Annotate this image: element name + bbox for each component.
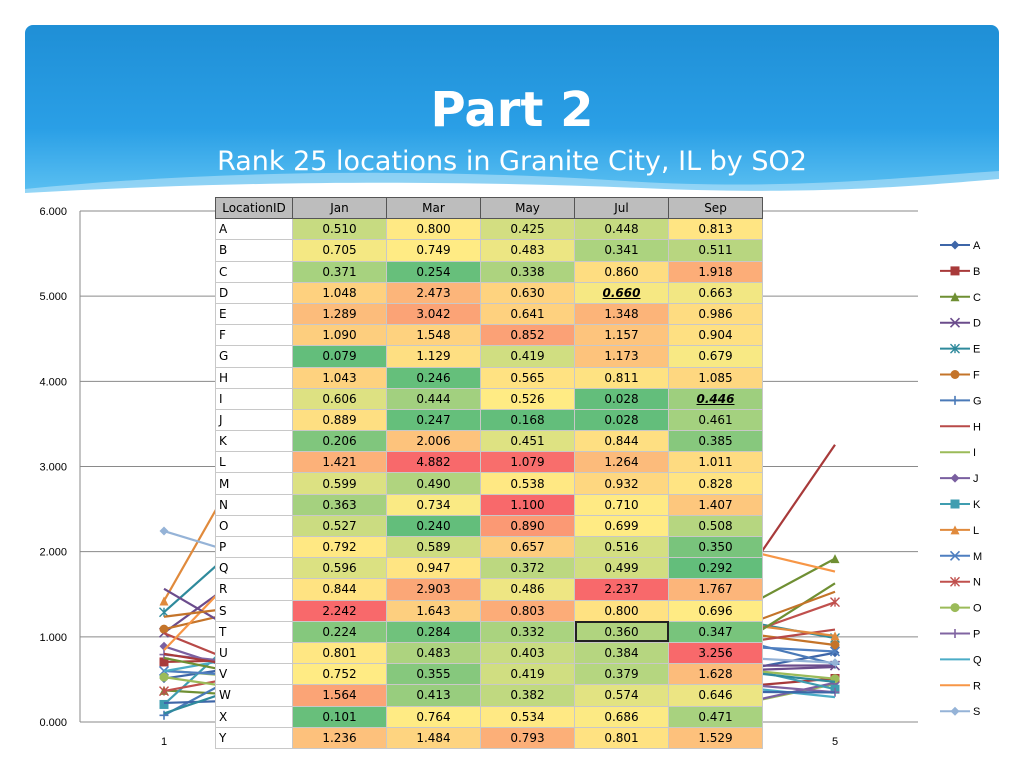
value-cell[interactable]: 0.384	[575, 642, 669, 663]
table-row	[216, 388, 763, 409]
table-row	[216, 642, 763, 663]
value-cell[interactable]: 0.350	[669, 537, 763, 558]
value-cell[interactable]: 0.596	[293, 558, 387, 579]
value-cell[interactable]: 1.173	[575, 346, 669, 367]
legend-entry-D	[940, 318, 981, 330]
table-row	[216, 473, 763, 494]
location-id-cell[interactable]: P	[216, 537, 293, 558]
location-id-cell[interactable]: S	[216, 600, 293, 621]
value-cell[interactable]: 0.932	[575, 473, 669, 494]
y-tick-label: 6.000	[39, 206, 67, 218]
legend-label: C	[973, 291, 981, 304]
value-cell[interactable]: 0.686	[575, 706, 669, 727]
legend-label: H	[973, 421, 981, 434]
value-cell[interactable]: 0.444	[387, 388, 481, 409]
slide-title: Part 2	[430, 82, 594, 138]
value-cell[interactable]: 0.801	[293, 642, 387, 663]
value-cell[interactable]: 3.042	[387, 303, 481, 324]
table-row	[216, 303, 763, 324]
value-cell[interactable]: 0.511	[669, 240, 763, 261]
data-point-O	[160, 673, 169, 682]
value-cell[interactable]: 0.471	[669, 706, 763, 727]
value-cell[interactable]: 0.705	[293, 240, 387, 261]
value-cell[interactable]: 0.538	[481, 473, 575, 494]
value-cell[interactable]: 0.499	[575, 558, 669, 579]
column-header: Mar	[387, 198, 481, 219]
value-cell[interactable]: 0.844	[293, 579, 387, 600]
legend-label: F	[973, 369, 980, 382]
value-cell[interactable]: 0.246	[387, 367, 481, 388]
value-cell[interactable]: 0.801	[575, 727, 669, 748]
value-cell[interactable]: 0.332	[481, 621, 575, 642]
legend-entry-H	[940, 421, 981, 433]
legend-marker	[951, 629, 960, 638]
value-cell[interactable]: 0.589	[387, 537, 481, 558]
value-cell[interactable]: 0.360	[575, 621, 669, 642]
data-point-S	[160, 527, 169, 536]
value-cell[interactable]: 0.382	[481, 685, 575, 706]
table-row	[216, 600, 763, 621]
table-header-row	[216, 198, 763, 219]
legend-entry-M	[940, 551, 982, 563]
table-row	[216, 494, 763, 515]
legend-marker	[951, 474, 960, 483]
value-cell[interactable]: 0.710	[575, 494, 669, 515]
value-cell[interactable]: 0.811	[575, 367, 669, 388]
location-id-cell[interactable]: H	[216, 367, 293, 388]
value-cell[interactable]: 1.421	[293, 452, 387, 473]
value-cell[interactable]: 0.947	[387, 558, 481, 579]
legend-label: M	[973, 550, 983, 563]
legend-label: I	[973, 447, 977, 460]
value-cell[interactable]: 4.882	[387, 452, 481, 473]
table-row	[216, 219, 763, 240]
legend-entry-R	[940, 680, 981, 692]
table-row	[216, 621, 763, 642]
legend-entry-P	[940, 629, 980, 641]
legend-label: P	[973, 628, 981, 641]
value-cell[interactable]: 0.451	[481, 431, 575, 452]
legend-entry-L	[940, 525, 979, 537]
value-cell[interactable]: 0.734	[387, 494, 481, 515]
legend-entry-O	[940, 603, 982, 615]
value-cell[interactable]: 0.448	[575, 219, 669, 240]
value-cell[interactable]: 2.903	[387, 579, 481, 600]
legend-entry-N	[940, 577, 981, 589]
value-cell[interactable]: 0.446	[669, 388, 763, 409]
value-cell[interactable]: 0.828	[669, 473, 763, 494]
legend-entry-A	[940, 240, 981, 252]
location-id-cell[interactable]: W	[216, 685, 293, 706]
legend-marker	[951, 500, 960, 509]
legend-label: B	[973, 265, 981, 278]
location-id-cell[interactable]: L	[216, 452, 293, 473]
location-id-cell[interactable]: Q	[216, 558, 293, 579]
legend-label: O	[973, 602, 982, 615]
y-tick-label: 1.000	[39, 631, 67, 644]
legend-marker	[951, 370, 960, 379]
legend-marker	[951, 241, 960, 250]
value-cell[interactable]: 0.699	[575, 515, 669, 536]
legend-entry-J	[940, 473, 979, 485]
value-cell[interactable]: 0.508	[669, 515, 763, 536]
value-cell[interactable]: 0.890	[481, 515, 575, 536]
value-cell[interactable]: 0.889	[293, 409, 387, 430]
value-cell[interactable]: 0.606	[293, 388, 387, 409]
value-cell[interactable]: 0.028	[575, 409, 669, 430]
value-cell[interactable]: 0.338	[481, 261, 575, 282]
value-cell[interactable]: 0.663	[669, 282, 763, 303]
value-cell[interactable]: 1.129	[387, 346, 481, 367]
column-header: Jan	[293, 198, 387, 219]
value-cell[interactable]: 0.341	[575, 240, 669, 261]
y-tick-label: 5.000	[39, 291, 67, 304]
legend-label: S	[973, 706, 981, 719]
value-cell[interactable]: 0.379	[575, 664, 669, 685]
value-cell[interactable]: 0.599	[293, 473, 387, 494]
value-cell[interactable]: 0.800	[387, 219, 481, 240]
value-cell[interactable]: 0.206	[293, 431, 387, 452]
value-cell[interactable]: 0.646	[669, 685, 763, 706]
value-cell[interactable]: 1.043	[293, 367, 387, 388]
value-cell[interactable]: 0.419	[481, 346, 575, 367]
legend-label: K	[973, 499, 981, 511]
x-tick-label: 5	[831, 736, 839, 748]
legend-entry-F	[940, 370, 980, 382]
legend-entry-K	[940, 499, 981, 511]
y-tick-label: 2.000	[39, 546, 67, 559]
value-cell[interactable]: 0.764	[387, 706, 481, 727]
location-id-cell[interactable]: R	[216, 579, 293, 600]
data-point-L	[160, 596, 169, 605]
table-row	[216, 346, 763, 367]
value-cell[interactable]: 0.630	[481, 282, 575, 303]
location-id-cell[interactable]: C	[216, 261, 293, 282]
value-cell[interactable]: 0.224	[293, 621, 387, 642]
value-cell[interactable]: 1.048	[293, 282, 387, 303]
table-row	[216, 664, 763, 685]
legend-entry-E	[940, 344, 980, 356]
value-cell[interactable]: 0.749	[387, 240, 481, 261]
x-tick-label: 1	[160, 736, 168, 748]
value-cell[interactable]: 0.363	[293, 494, 387, 515]
value-cell[interactable]: 0.793	[481, 727, 575, 748]
y-tick-label: 0.000	[39, 717, 67, 729]
value-cell[interactable]: 0.483	[387, 642, 481, 663]
location-id-cell[interactable]: A	[216, 219, 293, 240]
location-id-cell[interactable]: O	[216, 515, 293, 536]
value-cell[interactable]: 0.986	[669, 303, 763, 324]
location-id-cell[interactable]: N	[216, 494, 293, 515]
value-cell[interactable]: 1.236	[293, 727, 387, 748]
legend-label: L	[973, 524, 980, 537]
value-cell[interactable]: 0.752	[293, 664, 387, 685]
slide-subtitle: Rank 25 locations in Granite City, IL by SO2	[217, 146, 807, 177]
table-row	[216, 452, 763, 473]
table-row	[216, 685, 763, 706]
data-point-K	[160, 700, 169, 709]
location-id-cell[interactable]: K	[216, 431, 293, 452]
value-cell[interactable]: 1.289	[293, 303, 387, 324]
table-row	[216, 727, 763, 748]
value-cell[interactable]: 1.085	[669, 367, 763, 388]
location-id-cell[interactable]: M	[216, 473, 293, 494]
column-header: LocationID	[216, 198, 293, 219]
location-id-cell[interactable]: V	[216, 664, 293, 685]
value-cell[interactable]: 0.425	[481, 219, 575, 240]
value-cell[interactable]: 0.419	[481, 664, 575, 685]
legend-label: J	[973, 473, 979, 486]
table-row	[216, 537, 763, 558]
location-id-cell[interactable]: F	[216, 325, 293, 346]
value-cell[interactable]: 1.767	[669, 579, 763, 600]
value-cell[interactable]: 0.028	[575, 388, 669, 409]
legend-label: E	[973, 343, 981, 356]
value-cell[interactable]: 0.526	[481, 388, 575, 409]
value-cell[interactable]: 0.240	[387, 515, 481, 536]
value-cell[interactable]: 1.348	[575, 303, 669, 324]
value-cell[interactable]: 0.641	[481, 303, 575, 324]
table-row	[216, 579, 763, 600]
value-cell[interactable]: 1.011	[669, 452, 763, 473]
value-cell[interactable]: 3.256	[669, 642, 763, 663]
value-cell[interactable]: 0.413	[387, 685, 481, 706]
value-cell[interactable]: 1.643	[387, 600, 481, 621]
table-row	[216, 515, 763, 536]
legend-marker	[951, 266, 960, 275]
value-cell[interactable]: 0.565	[481, 367, 575, 388]
value-cell[interactable]: 0.800	[575, 600, 669, 621]
value-cell[interactable]: 0.385	[669, 431, 763, 452]
table-row	[216, 409, 763, 430]
value-cell[interactable]: 0.904	[669, 325, 763, 346]
value-cell[interactable]: 0.371	[293, 261, 387, 282]
value-cell[interactable]: 1.079	[481, 452, 575, 473]
value-cell[interactable]: 0.490	[387, 473, 481, 494]
table-row	[216, 261, 763, 282]
value-cell[interactable]: 0.860	[575, 261, 669, 282]
y-tick-label: 4.000	[39, 376, 67, 389]
table-row	[216, 431, 763, 452]
value-cell[interactable]: 0.813	[669, 219, 763, 240]
table-row	[216, 706, 763, 727]
value-cell[interactable]: 2.006	[387, 431, 481, 452]
data-point-A	[831, 648, 840, 657]
value-cell[interactable]: 1.264	[575, 452, 669, 473]
value-cell[interactable]: 0.284	[387, 621, 481, 642]
value-cell[interactable]: 1.548	[387, 325, 481, 346]
value-cell[interactable]: 0.803	[481, 600, 575, 621]
column-header: May	[481, 198, 575, 219]
value-cell[interactable]: 0.527	[293, 515, 387, 536]
data-point-F	[160, 625, 169, 634]
value-cell[interactable]: 0.292	[669, 558, 763, 579]
value-cell[interactable]: 0.534	[481, 706, 575, 727]
location-id-cell[interactable]: X	[216, 706, 293, 727]
value-cell[interactable]: 1.100	[481, 494, 575, 515]
legend-entry-B	[940, 266, 980, 278]
table-row	[216, 367, 763, 388]
location-id-cell[interactable]: J	[216, 409, 293, 430]
value-cell[interactable]: 0.101	[293, 706, 387, 727]
value-cell[interactable]: 0.516	[575, 537, 669, 558]
table-row	[216, 240, 763, 261]
value-cell[interactable]: 1.529	[669, 727, 763, 748]
location-id-cell[interactable]: I	[216, 388, 293, 409]
legend-label: Q	[973, 654, 982, 667]
table-row	[216, 558, 763, 579]
value-cell[interactable]: 1.484	[387, 727, 481, 748]
legend-label: A	[973, 240, 981, 252]
legend-marker	[951, 707, 960, 716]
location-id-cell[interactable]: G	[216, 346, 293, 367]
legend-label: R	[973, 680, 981, 693]
legend-label: D	[973, 317, 981, 330]
value-cell[interactable]: 2.473	[387, 282, 481, 303]
legend-entry-Q	[940, 654, 982, 666]
so2-ranking-table	[215, 197, 763, 749]
location-id-cell[interactable]: U	[216, 642, 293, 663]
location-id-cell[interactable]: T	[216, 621, 293, 642]
legend-entry-S	[940, 706, 980, 718]
value-cell[interactable]: 0.660	[575, 282, 669, 303]
value-cell[interactable]: 1.157	[575, 325, 669, 346]
value-cell[interactable]: 0.372	[481, 558, 575, 579]
value-cell[interactable]: 2.242	[293, 600, 387, 621]
legend-entry-I	[940, 447, 976, 459]
y-tick-label: 3.000	[39, 461, 67, 474]
value-cell[interactable]: 0.486	[481, 579, 575, 600]
value-cell[interactable]: 2.237	[575, 579, 669, 600]
value-cell[interactable]: 0.510	[293, 219, 387, 240]
value-cell[interactable]: 0.844	[575, 431, 669, 452]
legend-entry-C	[940, 292, 981, 304]
value-cell[interactable]: 0.247	[387, 409, 481, 430]
value-cell[interactable]: 0.574	[575, 685, 669, 706]
legend-marker	[951, 603, 960, 612]
location-id-cell[interactable]: B	[216, 240, 293, 261]
location-id-cell[interactable]: E	[216, 303, 293, 324]
value-cell[interactable]: 0.461	[669, 409, 763, 430]
value-cell[interactable]: 0.792	[293, 537, 387, 558]
table-row	[216, 325, 763, 346]
value-cell[interactable]: 0.168	[481, 409, 575, 430]
value-cell[interactable]: 0.079	[293, 346, 387, 367]
legend-entry-G	[940, 395, 982, 407]
legend-marker	[951, 396, 960, 405]
value-cell[interactable]: 0.852	[481, 325, 575, 346]
data-point-C	[831, 554, 840, 563]
value-cell[interactable]: 0.679	[669, 346, 763, 367]
value-cell[interactable]: 1.918	[669, 261, 763, 282]
value-cell[interactable]: 0.403	[481, 642, 575, 663]
value-cell[interactable]: 0.355	[387, 664, 481, 685]
legend-label: G	[973, 395, 982, 408]
location-id-cell[interactable]: D	[216, 282, 293, 303]
column-header: Jul	[575, 198, 669, 219]
value-cell[interactable]: 0.347	[669, 621, 763, 642]
table-row	[216, 282, 763, 303]
value-cell[interactable]: 0.483	[481, 240, 575, 261]
value-cell[interactable]: 1.628	[669, 664, 763, 685]
value-cell[interactable]: 1.407	[669, 494, 763, 515]
value-cell[interactable]: 0.657	[481, 537, 575, 558]
legend-label: N	[973, 576, 981, 589]
column-header: Sep	[669, 198, 763, 219]
value-cell[interactable]: 0.254	[387, 261, 481, 282]
location-id-cell[interactable]: Y	[216, 727, 293, 748]
value-cell[interactable]: 0.696	[669, 600, 763, 621]
value-cell[interactable]: 1.564	[293, 685, 387, 706]
value-cell[interactable]: 1.090	[293, 325, 387, 346]
